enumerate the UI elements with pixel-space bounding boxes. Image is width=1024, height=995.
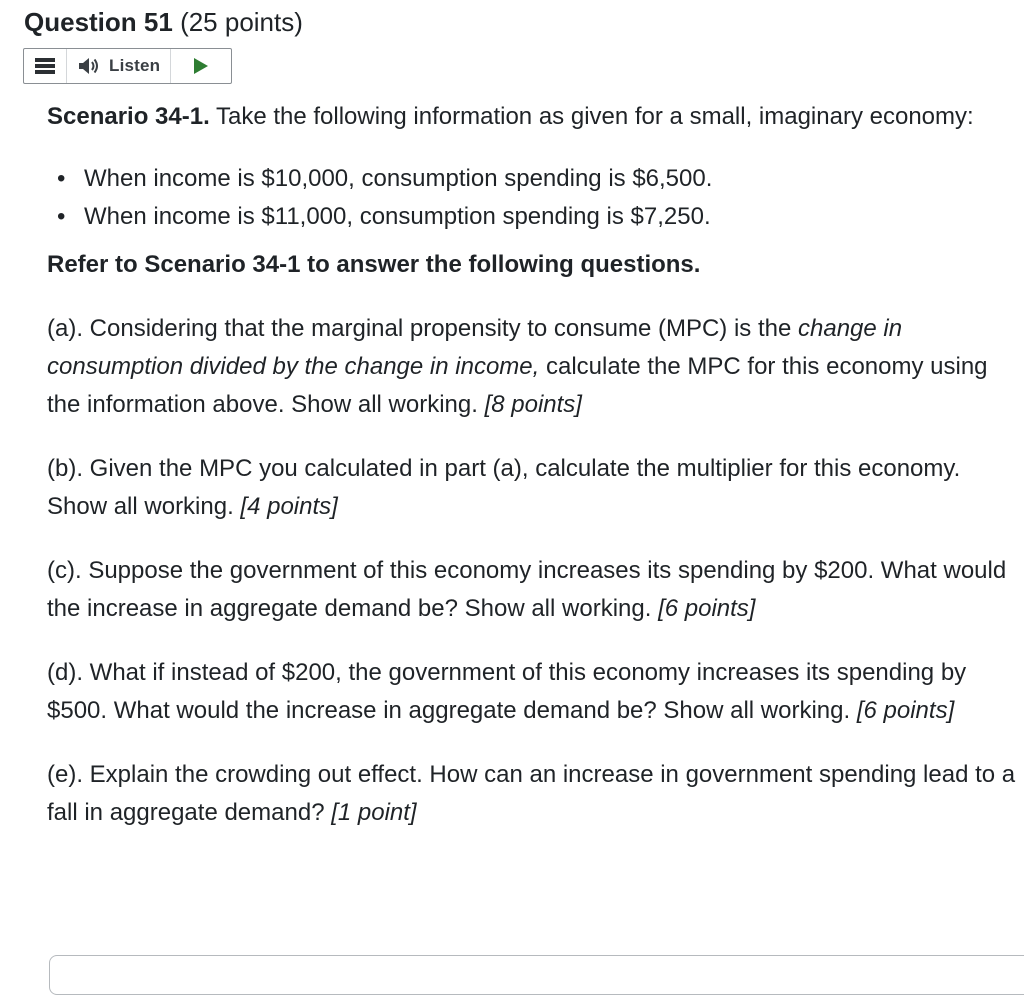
part-c [47,552,1022,628]
bullet-text: When income is $10,000, consumption spending is $6,500. [84,165,713,192]
part-e [47,756,1022,832]
menu-button[interactable] [24,49,67,83]
question-number: Question 51 [24,7,173,37]
part-d [47,654,1022,730]
speaker-icon [77,56,101,76]
part-b [47,450,1022,526]
list-item [55,160,1022,198]
part-e-points: [1 point] [331,799,417,826]
part-d-points: [6 points] [856,697,955,724]
part-a-italic: change in consumption divided by the change in income, [47,315,903,380]
part-d-text: (d). What if instead of $200, the government of this economy increases its spending by $500. What would the increase in aggregate demand be? Show all working. [47,659,967,724]
part-c-points: [6 points] [658,595,756,622]
part-a-pre: (a). Considering that the marginal propensity to consume (MPC) is the [47,315,798,342]
part-a [47,310,1022,424]
play-icon [193,57,209,75]
bullet-text: When income is $11,000, consumption spending is $7,250. [84,203,711,230]
scenario-text: Take the following information as given for a small, imaginary economy: [209,103,974,130]
scenario-bullets [47,160,1022,236]
listen-label: Listen [109,56,161,75]
question-body [47,98,1022,858]
answer-input[interactable] [49,955,1024,995]
hamburger-menu-icon [35,57,55,75]
part-b-points: [4 points] [240,493,338,520]
instruction-text: Refer to Scenario 34-1 to answer the following questions. [47,251,701,278]
scenario-paragraph [47,98,1022,136]
question-points: (25 points) [180,7,303,37]
part-a-points: [8 points] [484,391,582,418]
listen-button[interactable] [67,49,171,83]
part-e-text: (e). Explain the crowding out effect. How can an increase in government spending lead to a fall in aggregate demand? [47,761,1016,826]
readspeaker-toolbar [23,48,232,84]
part-c-text: (c). Suppose the government of this economy increases its spending by $200. What would the increase in aggregate demand be? Show all working. [47,557,1007,622]
play-button[interactable] [171,49,231,83]
list-item [55,198,1022,236]
bullet-dot: • [57,165,66,192]
part-a-post: calculate the MPC for this economy using the information above. Show all working. [47,353,988,418]
question-header [24,4,303,40]
scenario-title: Scenario 34-1. [47,103,210,130]
bullet-dot: • [57,203,66,230]
part-b-text: (b). Given the MPC you calculated in part (a), calculate the multiplier for this economy. Show all working. [47,455,961,520]
